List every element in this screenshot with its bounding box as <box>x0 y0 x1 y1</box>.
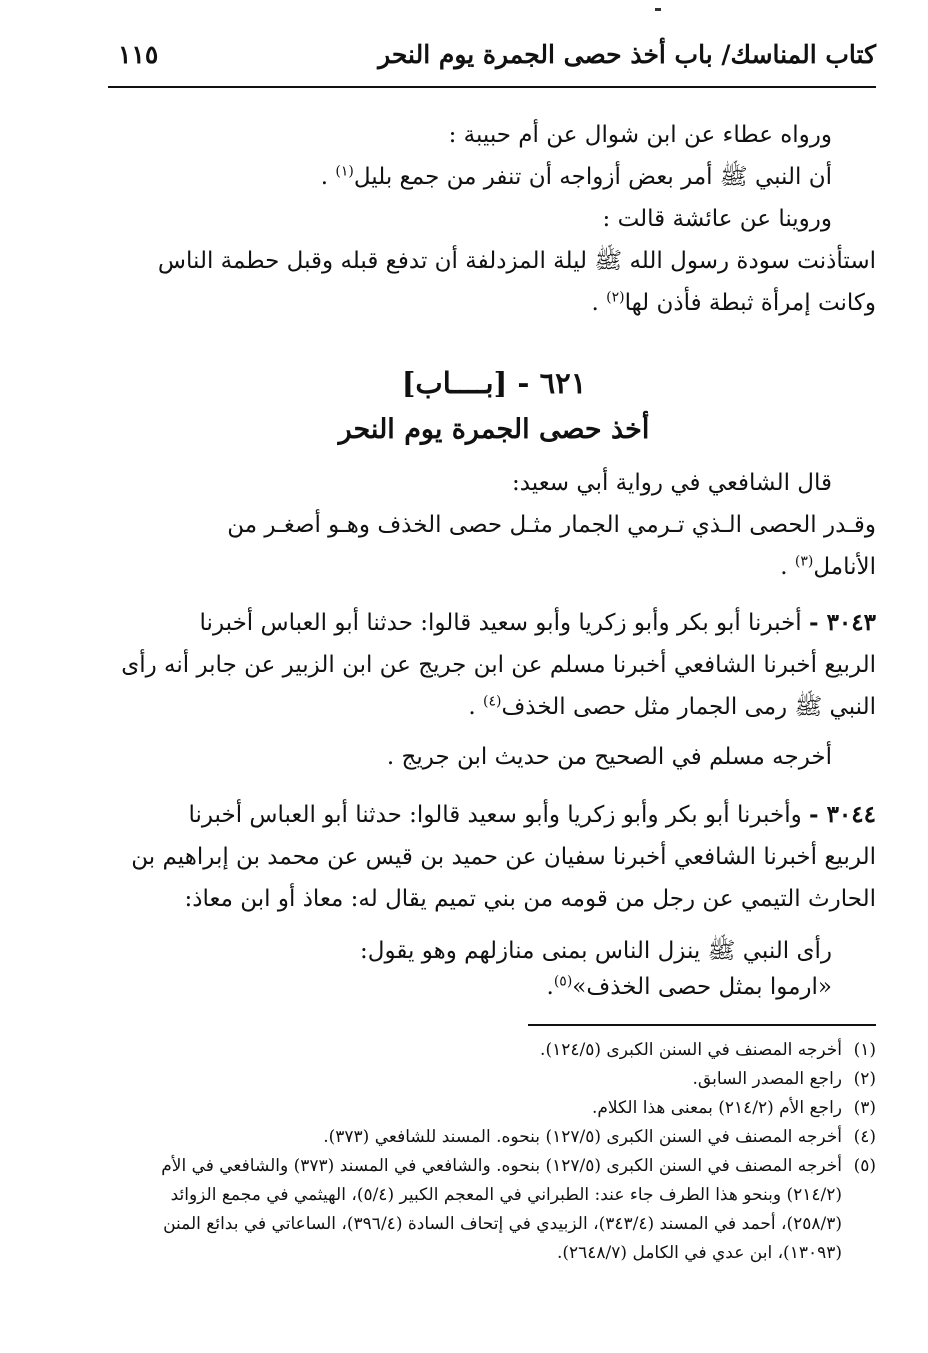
text-span: وأخبرنا أبو بكر وأبو زكريا وأبو سعيد قالوا: حدثنا أبو العباس أخبرنا <box>188 802 810 828</box>
footnote <box>108 1065 876 1094</box>
text-line: الحارث التيمي عن رجل من قومه من بني تميم يقال له: معاذ أو ابن معاذ: <box>184 886 876 912</box>
footnote-ref: (٢) <box>606 289 625 306</box>
text-line <box>112 966 876 1008</box>
text-span: «ارموا بمثل حصى الخذف» <box>572 974 832 1000</box>
footnote-text: راجع الأم (٢١٤/٢) بمعنى هذا الكلام. <box>591 1098 842 1118</box>
footnote <box>108 1123 876 1152</box>
text-line: استأذنت سودة رسول الله ﷺ ليلة المزدلفة أن تدفع قبله وقبل حطمة الناس <box>157 248 876 274</box>
text-span: . <box>780 554 795 580</box>
footnote-ref: (٤) <box>483 693 502 710</box>
footnote-ref: (٣) <box>794 553 814 570</box>
text-line: الربيع أخبرنا الشافعي أخبرنا سفيان عن حميد بن قيس عن محمد بن إبراهيم بن <box>131 844 876 870</box>
footnote-text: أخرجه المصنف في السنن الكبرى (١٢٧/٥) بنحوه. والشافعي في المسند (٣٧٣) والشافعي في الأم <box>161 1156 842 1176</box>
hadith-number: ٣٠٤٤ - <box>809 801 876 828</box>
text-line: الربيع أخبرنا الشافعي أخبرنا مسلم عن ابن جريج عن ابن الزبير عن جابر أنه رأى <box>121 652 876 678</box>
footnote <box>108 1094 876 1123</box>
text-line: رأى النبي ﷺ ينزل الناس بمنى منازلهم وهو يقول: <box>360 938 832 964</box>
footnote-text: راجع المصدر السابق. <box>692 1069 842 1089</box>
footnote-text: أخرجه المصنف في السنن الكبرى (١٢٧/٥) بنحوه. المسند للشافعي (٣٧٣). <box>323 1127 842 1147</box>
footnote <box>108 1152 876 1181</box>
takhrij-line: أخرجه مسلم في الصحيح من حديث ابن جريج . <box>386 744 832 770</box>
text-span: . <box>320 164 336 190</box>
page-number: ١١٥ <box>118 40 159 69</box>
text-span: وكانت إمرأة ثبطة فأذن لها <box>624 290 876 316</box>
text-line: ورواه عطاء عن ابن شوال عن أم حبيبة : <box>448 122 832 148</box>
text-span: . <box>468 694 483 720</box>
footnote-divider <box>528 1024 876 1026</box>
shafii-paragraph <box>112 462 876 588</box>
text-line <box>112 282 876 324</box>
text-span: النبي ﷺ رمى الجمار مثل حصى الخذف <box>501 694 876 720</box>
text-line <box>112 794 876 836</box>
footnote-number: (٤) <box>853 1127 876 1147</box>
header-title: كتاب المناسك/ باب أخذ حصى الجمرة يوم النحر <box>378 40 876 69</box>
text-line <box>112 686 876 728</box>
footnote-ref: (١) <box>335 163 354 180</box>
text-span: . <box>591 290 607 316</box>
intro-paragraph <box>112 114 876 324</box>
footnote-continuation: (٢٥٨/٣)، أحمد في المسند (٣٤٣/٤)، الزبيدي في إتحاف السادة (٣٩٦/٤)، الساعاتي في بدائع المنن <box>163 1214 842 1234</box>
footnote-text: أخرجه المصنف في السنن الكبرى (١٢٤/٥). <box>540 1040 842 1060</box>
text-line <box>112 546 876 588</box>
footnote-continuation: (١٣٠٩٣)، ابن عدي في الكامل (٢٦٤٨/٧). <box>556 1243 842 1263</box>
text-line <box>112 156 876 198</box>
text-span: أن النبي ﷺ أمر بعض أزواجه أن تنفر من جمع بليل <box>353 164 832 190</box>
footnotes <box>108 1036 876 1268</box>
footnote-number: (٣) <box>853 1098 876 1118</box>
text-span: . <box>546 974 554 1000</box>
text-span: أخبرنا أبو بكر وأبو زكريا وأبو سعيد قالوا: حدثنا أبو العباس أخبرنا <box>199 610 810 636</box>
hadith-number: ٣٠٤٣ - <box>809 609 876 636</box>
chapter-title: أخذ حصى الجمرة يوم النحر <box>338 414 650 445</box>
footnote-number: (٥) <box>853 1156 876 1176</box>
chapter-number: ٦٢١ - [بــــاب] <box>401 366 587 400</box>
footnote-continuation: (٢١٤/٢) وبنحو هذا الطرف جاء عند: الطبراني في المعجم الكبير (٥/٤)، الهيثمي في مجمع الزوائد <box>170 1185 842 1205</box>
text-line: وروينا عن عائشة قالت : <box>602 206 832 232</box>
hadith-3043 <box>112 602 876 778</box>
text-line: وقـدر الحصى الـذي تـرمي الجمار مثـل حصى الخذف وهـو أصغـر من <box>227 512 876 538</box>
text-line <box>112 602 876 644</box>
hadith-3044 <box>112 794 876 1008</box>
footnote-ref: (٥) <box>553 973 573 990</box>
text-line: قال الشافعي في رواية أبي سعيد: <box>511 470 832 496</box>
footnote-number: (٢) <box>853 1069 876 1089</box>
text-span: الأنامل <box>813 554 876 580</box>
scan-speck <box>655 8 661 11</box>
footnote-number: (١) <box>853 1040 876 1060</box>
footnote <box>108 1036 876 1065</box>
running-header <box>108 34 876 88</box>
